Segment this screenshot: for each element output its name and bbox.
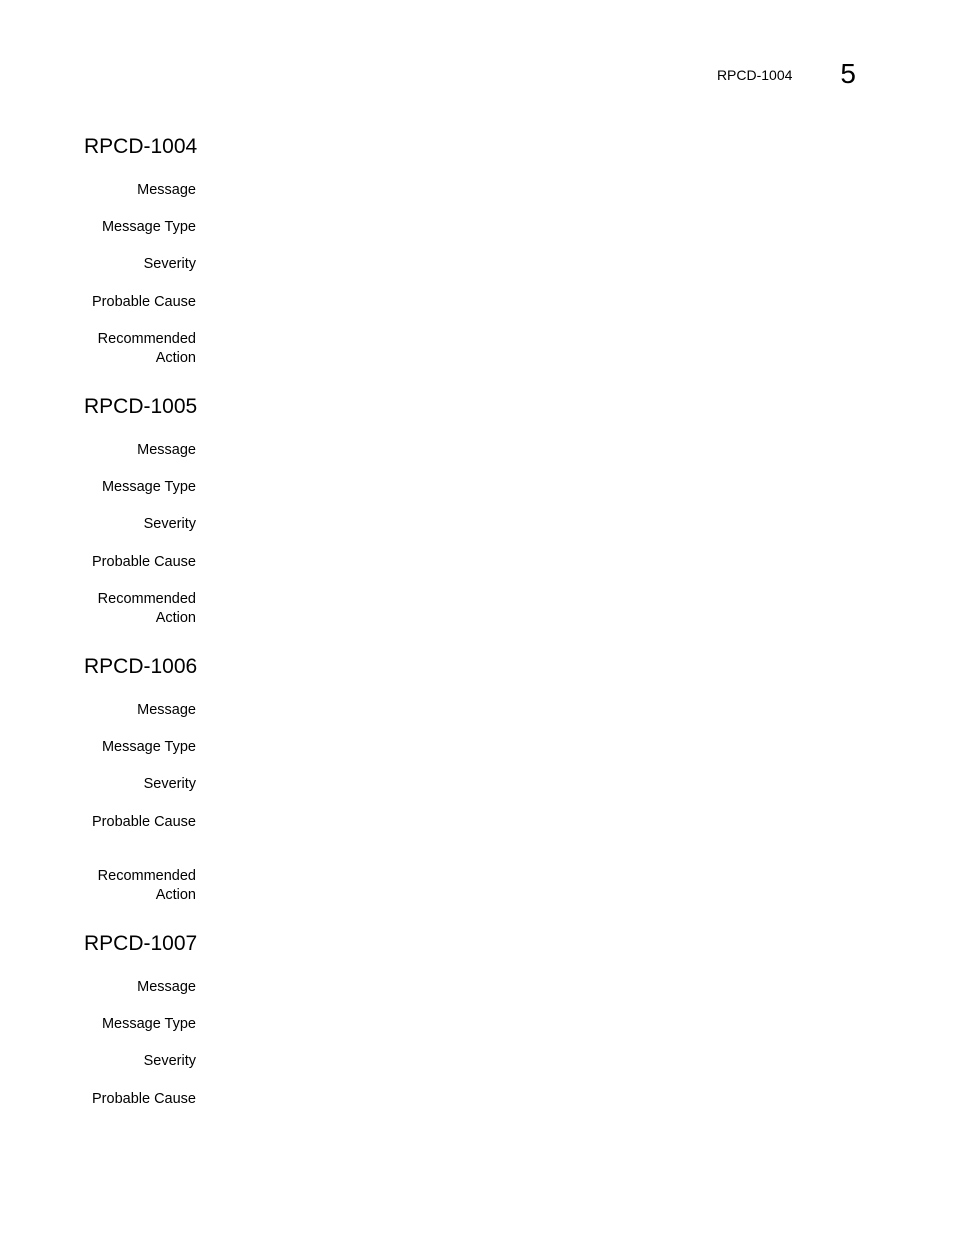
recommended-action-line-2: Action xyxy=(155,350,196,366)
field-label-message-type: Message Type xyxy=(101,1016,196,1032)
chapter-number: 5 xyxy=(840,58,856,89)
recommended-action-line-1: Recommended xyxy=(97,331,196,347)
field-label-message: Message xyxy=(137,702,196,718)
entry-title: RPCD-1007 xyxy=(84,932,198,955)
entry-title: RPCD-1005 xyxy=(84,395,198,418)
recommended-action-line-1: Recommended xyxy=(97,868,196,884)
field-label-recommended-action xyxy=(98,590,196,628)
recommended-action-line-2: Action xyxy=(155,887,196,903)
field-label-probable-cause: Probable Cause xyxy=(92,294,196,310)
field-label-message: Message xyxy=(137,979,196,995)
field-label-recommended-action xyxy=(98,867,196,905)
field-label-message-type: Message Type xyxy=(101,739,196,755)
field-label-severity: Severity xyxy=(143,776,196,792)
field-label-probable-cause: Probable Cause xyxy=(92,814,196,830)
field-label-probable-cause: Probable Cause xyxy=(92,554,196,570)
entry-title: RPCD-1006 xyxy=(84,655,198,678)
field-label-recommended-action xyxy=(98,330,196,368)
field-label-severity: Severity xyxy=(143,1053,196,1069)
field-label-severity: Severity xyxy=(143,256,196,272)
field-label-severity: Severity xyxy=(143,516,196,532)
recommended-action-line-2: Action xyxy=(155,610,196,626)
field-label-message: Message xyxy=(137,182,196,198)
field-label-probable-cause: Probable Cause xyxy=(92,1091,196,1107)
field-label-message-type: Message Type xyxy=(101,219,196,235)
running-header xyxy=(717,56,856,88)
field-label-message: Message xyxy=(137,442,196,458)
entry-title: RPCD-1004 xyxy=(84,135,198,158)
header-section-label: RPCD-1004 xyxy=(716,67,793,83)
field-label-message-type: Message Type xyxy=(101,479,196,495)
recommended-action-line-1: Recommended xyxy=(97,591,196,607)
